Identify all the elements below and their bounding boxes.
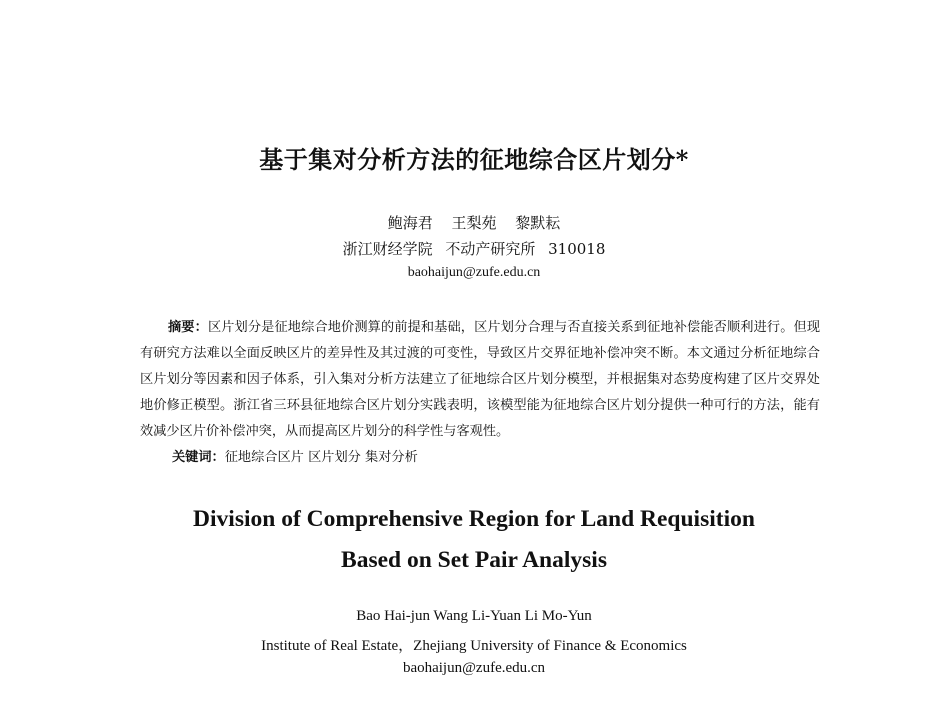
english-affiliation: Institute of Real Estate，Zhejiang University of Finance & Economics: [261, 638, 687, 654]
chinese-title: 基于集对分析方法的征地综合区片划分*: [259, 145, 689, 174]
keywords-label: 关键词：: [172, 450, 225, 465]
keywords-text: 征地综合区片 区片划分 集对分析: [224, 450, 418, 465]
chinese-authors: 鲍海君 王梨苑 黎默耘: [387, 214, 561, 232]
chinese-abstract: [140, 315, 820, 445]
english-email: baohaijun@zufe.edu.cn: [402, 660, 546, 676]
english-title-line1: Division of Comprehensive Region for Land Requisition: [193, 506, 755, 532]
abstract-label: 摘要：: [168, 320, 208, 335]
english-authors: Bao Hai-jun Wang Li-Yuan Li Mo-Yun: [356, 608, 592, 624]
chinese-email: baohaijun@zufe.edu.cn: [407, 265, 541, 280]
english-title-line2: Based on Set Pair Analysis: [341, 547, 607, 573]
chinese-affiliation: 浙江财经学院 不动产研究所 310018: [342, 240, 606, 258]
chinese-keywords: [172, 446, 418, 465]
abstract-text: 区片划分是征地综合地价测算的前提和基础，区片划分合理与否直接关系到征地补偿能否顺利进行。但现有研究方法难以全面反映区片的差异性及其过渡的可变性，导致区片交界征地补偿冲突不断。本文通过分析征地综合区片划分等因素和因子体系，引入集对分析方法建立了征地综合区片划分模型，并根据集对态势度构建了区片交界处地价修正模型。浙江省三环县征地综合区片划分实践表明，该模型能为征地综合区片划分提供一种可行的方法，能有效减少区片价补偿冲突，从而提高区片划分的科学性与客观性。: [140, 320, 821, 439]
